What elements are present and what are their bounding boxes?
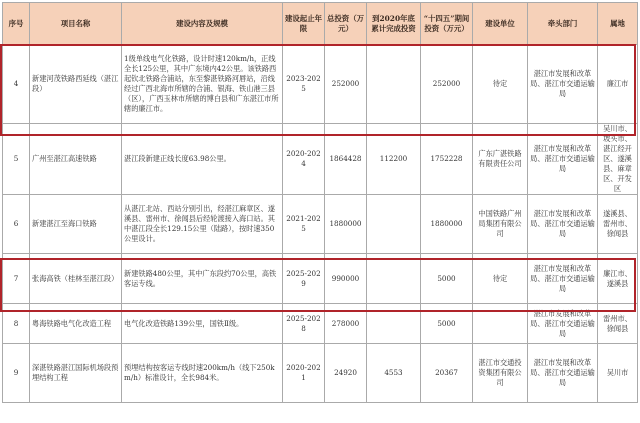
header-plan145: “十四五”期间投资（万元） bbox=[421, 3, 473, 45]
cell-total: 990000 bbox=[325, 254, 367, 304]
cell-period: 2023-2025 bbox=[283, 45, 325, 124]
cell-name: 深湛铁路湛江国际机场段预埋结构工程 bbox=[30, 344, 122, 403]
cell-dept: 湛江市发展和改革局、湛江市交通运输局 bbox=[528, 254, 598, 304]
cell-content: 从湛江北站、西站分别引出，经湛江麻章区、遂溪县、雷州市、徐闻县后经轮渡接入海口站。其中湛江段全长129.15公里（陆路），按时速350公里设计。 bbox=[122, 195, 283, 254]
cell-name: 张海高铁（桂林至湛江段） bbox=[30, 254, 122, 304]
cell-area: 廉江市 bbox=[598, 45, 638, 124]
cell-by2020: 4553 bbox=[367, 344, 421, 403]
cell-seq: 5 bbox=[3, 124, 30, 195]
header-total: 总投资（万元） bbox=[325, 3, 367, 45]
header-area: 属地 bbox=[598, 3, 638, 45]
cell-seq: 8 bbox=[3, 304, 30, 344]
cell-content: 1级单线电气化铁路，设计时速120km/h，正线全长125公里，其中广东境内42公里。该铁路西起钦北铁路合浦站，东至黎湛铁路河唇站，沿线经过广西北海市所辖的合浦、银海、铁山港三县（区），广西玉林市所辖的博白县和广东湛江市所辖的廉江市。 bbox=[122, 45, 283, 124]
header-period: 建设起止年限 bbox=[283, 3, 325, 45]
cell-total: 278000 bbox=[325, 304, 367, 344]
cell-seq: 6 bbox=[3, 195, 30, 254]
cell-dept: 湛江市发展和改革局、湛江市交通运输局 bbox=[528, 45, 598, 124]
cell-unit: 中国铁路广州局集团有限公司 bbox=[473, 195, 528, 254]
cell-content: 预埋结构按客运专线时速200km/h（线下250km/h）标准设计，全长984米。 bbox=[122, 344, 283, 403]
cell-period: 2020-2021 bbox=[283, 344, 325, 403]
cell-by2020 bbox=[367, 254, 421, 304]
header-dept: 牵头部门 bbox=[528, 3, 598, 45]
cell-unit bbox=[473, 304, 528, 344]
header-unit: 建设单位 bbox=[473, 3, 528, 45]
table-row bbox=[3, 195, 638, 254]
cell-by2020 bbox=[367, 45, 421, 124]
table-row bbox=[3, 344, 638, 403]
cell-area: 吴川市 bbox=[598, 344, 638, 403]
cell-total: 1864428 bbox=[325, 124, 367, 195]
projects-table bbox=[2, 2, 638, 403]
cell-name: 新建河茂铁路西延线（湛江段） bbox=[30, 45, 122, 124]
cell-area: 廉江市、遂溪县 bbox=[598, 254, 638, 304]
cell-dept: 湛江市发展和改革局、湛江市交通运输局 bbox=[528, 124, 598, 195]
cell-total: 1880000 bbox=[325, 195, 367, 254]
cell-period: 2021-2025 bbox=[283, 195, 325, 254]
cell-plan145: 5000 bbox=[421, 254, 473, 304]
cell-total: 24920 bbox=[325, 344, 367, 403]
table-row bbox=[3, 304, 638, 344]
cell-period: 2025-2028 bbox=[283, 304, 325, 344]
cell-plan145: 252000 bbox=[421, 45, 473, 124]
table-row bbox=[3, 45, 638, 124]
cell-seq: 4 bbox=[3, 45, 30, 124]
cell-area: 雷州市、徐闻县 bbox=[598, 304, 638, 344]
cell-content: 新建铁路480公里，其中广东段约70公里，高铁客运专线。 bbox=[122, 254, 283, 304]
header-seq: 序号 bbox=[3, 3, 30, 45]
cell-area: 遂溪县、雷州市、徐闻县 bbox=[598, 195, 638, 254]
cell-unit: 待定 bbox=[473, 254, 528, 304]
cell-name: 新建湛江至海口铁路 bbox=[30, 195, 122, 254]
cell-plan145: 1880000 bbox=[421, 195, 473, 254]
cell-unit: 湛江市交通投资集团有限公司 bbox=[473, 344, 528, 403]
cell-unit: 广东广湛铁路有限责任公司 bbox=[473, 124, 528, 195]
cell-content: 湛江段新建正线长度63.98公里。 bbox=[122, 124, 283, 195]
cell-by2020: 112200 bbox=[367, 124, 421, 195]
cell-seq: 9 bbox=[3, 344, 30, 403]
header-by2020: 到2020年底累计完成投资 bbox=[367, 3, 421, 45]
cell-plan145: 5000 bbox=[421, 304, 473, 344]
cell-name: 广州至湛江高速铁路 bbox=[30, 124, 122, 195]
cell-unit: 待定 bbox=[473, 45, 528, 124]
cell-by2020 bbox=[367, 304, 421, 344]
cell-area: 吴川市、坡头市、湛江经开区、遂溪县、麻章区、开发区 bbox=[598, 124, 638, 195]
header-row bbox=[3, 3, 638, 45]
cell-period: 2025-2029 bbox=[283, 254, 325, 304]
cell-dept: 湛江市发展和改革局、湛江市交通运输局 bbox=[528, 344, 598, 403]
cell-plan145: 1752228 bbox=[421, 124, 473, 195]
cell-name: 粤海铁路电气化改造工程 bbox=[30, 304, 122, 344]
cell-seq: 7 bbox=[3, 254, 30, 304]
cell-dept: 湛江市发展和改革局、湛江市交通运输局 bbox=[528, 304, 598, 344]
cell-plan145: 20367 bbox=[421, 344, 473, 403]
header-content: 建设内容及规模 bbox=[122, 3, 283, 45]
cell-period: 2020-2024 bbox=[283, 124, 325, 195]
header-name: 项目名称 bbox=[30, 3, 122, 45]
cell-content: 电气化改造铁路139公里，国铁Ⅱ级。 bbox=[122, 304, 283, 344]
table-row bbox=[3, 124, 638, 195]
cell-by2020 bbox=[367, 195, 421, 254]
table-row bbox=[3, 254, 638, 304]
cell-total: 252000 bbox=[325, 45, 367, 124]
cell-dept: 湛江市发展和改革局、湛江市交通运输局 bbox=[528, 195, 598, 254]
